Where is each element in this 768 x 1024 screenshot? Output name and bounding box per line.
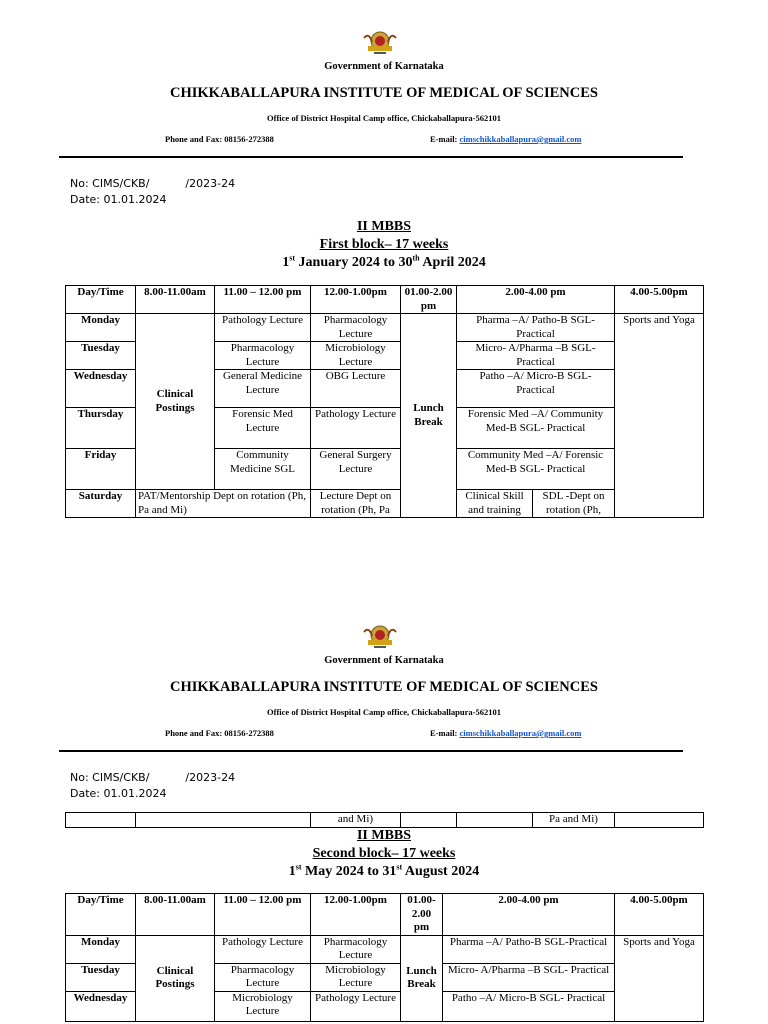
clinical-postings-cell: Clinical Postings xyxy=(136,314,215,490)
email-line xyxy=(430,728,581,738)
header-cell: 11.00 – 12.00 pm xyxy=(215,894,311,936)
header-cell: 4.00-5.00pm xyxy=(615,286,704,314)
sdl-cell: Pa and Mi) xyxy=(533,813,615,828)
slot-cell: Microbiology Lecture xyxy=(311,963,401,991)
practical-cell: Micro- A/Pharma –B SGL- Practical xyxy=(457,342,615,370)
government-line: Government of Karnataka xyxy=(324,61,444,72)
karnataka-emblem-icon xyxy=(360,622,400,656)
institute-name: CHIKKABALLAPURA INSTITUTE OF MEDICAL OF SCIENCES xyxy=(170,85,598,101)
table-header-row xyxy=(66,286,704,314)
phone-fax: Phone and Fax: 08156-272388 xyxy=(165,134,274,144)
slot-cell: Lecture Dept on rotation (Ph, Pa xyxy=(311,490,401,518)
slot-cell: Pharmacology Lecture xyxy=(311,314,401,342)
slot-cell: Pharmacology Lecture xyxy=(215,342,311,370)
practical-cell: Community Med –A/ Forensic Med-B SGL- Practical xyxy=(457,449,615,490)
reference-block xyxy=(70,770,235,802)
office-address: Office of District Hospital Camp office, Chickaballapura-562101 xyxy=(267,707,501,717)
header-cell: 8.00-11.00am xyxy=(136,894,215,936)
slot-cell: OBG Lecture xyxy=(311,370,401,408)
slot-cell: General Surgery Lecture xyxy=(311,449,401,490)
mentorship-cell: PAT/Mentorship Dept on rotation (Ph, Pa and Mi) xyxy=(136,490,311,518)
practical-cell: Patho –A/ Micro-B SGL- Practical xyxy=(443,991,615,1021)
block2-heading xyxy=(0,827,768,881)
slot-cell: Pharmacology Lecture xyxy=(311,935,401,963)
email-line xyxy=(430,134,581,144)
timetable-overflow-row xyxy=(65,812,704,828)
header-cell: Day/Time xyxy=(66,894,136,936)
institute-name: CHIKKABALLAPURA INSTITUTE OF MEDICAL OF SCIENCES xyxy=(170,679,598,695)
day-cell: Saturday xyxy=(66,490,136,518)
practical-cell: Micro- A/Pharma –B SGL- Practical xyxy=(443,963,615,991)
header-cell: Day/Time xyxy=(66,286,136,314)
slot-cell: General Medicine Lecture xyxy=(215,370,311,408)
slot-cell: Pathology Lecture xyxy=(215,935,311,963)
practical-cell: Patho –A/ Micro-B SGL- Practical xyxy=(457,370,615,408)
header-cell: 2.00-4.00 pm xyxy=(443,894,615,936)
slot-cell: Pathology Lecture xyxy=(311,991,401,1021)
block-title: First block– 17 weeks xyxy=(319,237,449,252)
practical-cell: Pharma –A/ Patho-B SGL-Practical xyxy=(443,935,615,963)
empty-cell xyxy=(457,813,533,828)
day-cell: Monday xyxy=(66,314,136,342)
empty-cell xyxy=(615,813,704,828)
day-cell: Wednesday xyxy=(66,991,136,1021)
lunch-break-cell: Lunch Break xyxy=(401,314,457,518)
clinical-skill-cell: Clinical Skill and training xyxy=(457,490,533,518)
sports-yoga-cell: Sports and Yoga xyxy=(615,935,704,1021)
reference-block xyxy=(70,176,235,208)
slot-cell: Forensic Med Lecture xyxy=(215,408,311,449)
sports-yoga-cell: Sports and Yoga xyxy=(615,314,704,518)
course-title: II MBBS xyxy=(356,219,412,234)
slot-cell: Microbiology Lecture xyxy=(311,342,401,370)
timetable-first-block xyxy=(65,285,704,518)
day-cell: Friday xyxy=(66,449,136,490)
header-divider xyxy=(59,750,683,752)
empty-cell xyxy=(66,813,136,828)
day-cell: Tuesday xyxy=(66,342,136,370)
date-range: 1st May 2024 to 31st August 2024 xyxy=(288,862,480,879)
header-cell: 2.00-4.00 pm xyxy=(457,286,615,314)
slot-cell: Pathology Lecture xyxy=(311,408,401,449)
slot-cell: Community Medicine SGL xyxy=(215,449,311,490)
email-link[interactable]: cimschikkaballapura@gmail.com xyxy=(459,728,582,738)
header-cell: 01.00-2.00 pm xyxy=(401,286,457,314)
header-cell: 11.00 – 12.00 pm xyxy=(215,286,311,314)
email-link[interactable]: cimschikkaballapura@gmail.com xyxy=(459,134,582,144)
office-address: Office of District Hospital Camp office, Chickaballapura-562101 xyxy=(267,113,501,123)
course-title: II MBBS xyxy=(356,828,412,843)
day-cell: Tuesday xyxy=(66,963,136,991)
practical-cell: Pharma –A/ Patho-B SGL-Practical xyxy=(457,314,615,342)
email-label: E-mail: xyxy=(430,728,458,738)
phone-fax: Phone and Fax: 08156-272388 xyxy=(165,728,274,738)
timetable-second-block xyxy=(65,893,704,1022)
table-row xyxy=(66,813,704,828)
slot-cell: Microbiology Lecture xyxy=(215,991,311,1021)
reference-date: Date: 01.01.2024 xyxy=(70,787,167,800)
reference-date: Date: 01.01.2024 xyxy=(70,193,167,206)
day-cell: Monday xyxy=(66,935,136,963)
header-cell: 12.00-1.00pm xyxy=(311,894,401,936)
empty-cell xyxy=(136,813,311,828)
reference-number: No: CIMS/CKB/ /2023-24 xyxy=(70,771,236,784)
day-cell: Thursday xyxy=(66,408,136,449)
sdl-cell: SDL -Dept on rotation (Ph, xyxy=(533,490,615,518)
day-cell: Wednesday xyxy=(66,370,136,408)
karnataka-emblem-icon xyxy=(360,28,400,62)
table-header-row xyxy=(66,894,704,936)
slot-cell: Pathology Lecture xyxy=(215,314,311,342)
slot-cell: Pharmacology Lecture xyxy=(215,963,311,991)
government-line: Government of Karnataka xyxy=(324,655,444,666)
lunch-break-cell: Lunch Break xyxy=(401,935,443,1021)
header-cell: 8.00-11.00am xyxy=(136,286,215,314)
block1-heading xyxy=(0,218,768,272)
reference-number: No: CIMS/CKB/ /2023-24 xyxy=(70,177,236,190)
table-row xyxy=(66,314,704,342)
slot-cell: and Mi) xyxy=(311,813,401,828)
date-range: 1st January 2024 to 30th April 2024 xyxy=(282,253,486,270)
table-row xyxy=(66,490,704,518)
header-cell: 4.00-5.00pm xyxy=(615,894,704,936)
clinical-postings-cell: Clinical Postings xyxy=(136,935,215,1021)
email-label: E-mail: xyxy=(430,134,458,144)
empty-cell xyxy=(401,813,457,828)
header-cell: 01.00-2.00 pm xyxy=(401,894,443,936)
practical-cell: Forensic Med –A/ Community Med-B SGL- Practical xyxy=(457,408,615,449)
table-row xyxy=(66,935,704,963)
header-cell: 12.00-1.00pm xyxy=(311,286,401,314)
block-title: Second block– 17 weeks xyxy=(312,846,456,861)
header-divider xyxy=(59,156,683,158)
